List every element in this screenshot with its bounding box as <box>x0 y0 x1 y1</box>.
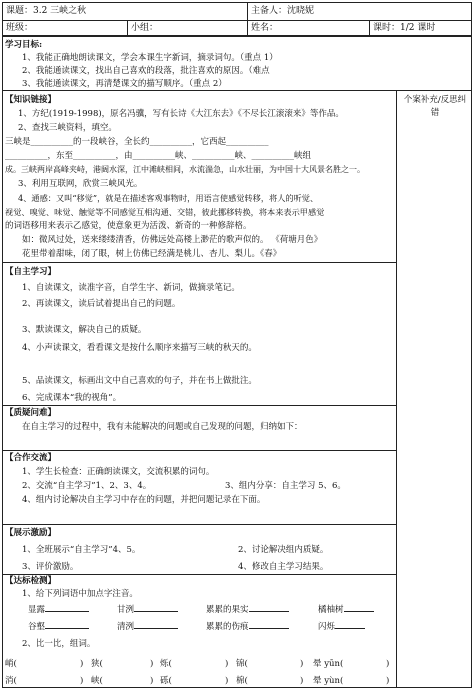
goal-item: 2、我能通读课文，找出自己喜欢的段落，批注喜欢的原因。（难点 <box>22 66 270 76</box>
compare-blank[interactable]: ) <box>150 659 154 669</box>
compare-char: 晕 yūn( <box>313 659 344 669</box>
cooperation-item: 1、学生长检查：正确朗读课文，交流积累的词句。 <box>22 467 215 477</box>
questions-text: 在自主学习的过程中，我有未能解决的问题或自己发现的问题，归纳如下： <box>22 422 303 432</box>
answer-blank[interactable] <box>344 603 374 612</box>
cooperation-item: 2、交流“自主学习”1、2、3、4。 <box>22 481 152 491</box>
vocab-word: 橘柚树 <box>318 605 344 615</box>
answer-blank[interactable] <box>134 620 178 629</box>
goal-item: 3、我能通读课文，再清楚课文的描写顺序。（重点 2） <box>22 79 227 89</box>
cooperation-item: 4、组内讨论解决自主学习中存在的问题，并把问题记录在下面。 <box>22 495 266 505</box>
self-study-item: 6、完成课本“我的视角”。 <box>22 393 122 403</box>
compare-blank[interactable]: ) <box>386 659 390 669</box>
period: 课时：1/2 课时 <box>373 23 436 33</box>
self-study-item: 5、品读课文，标画出文中自己喜欢的句子，并在书上做批注。 <box>22 376 257 386</box>
vocab-word: 闪烁 <box>318 622 336 632</box>
compare-blank[interactable]: ) <box>80 659 84 669</box>
self-study-item: 1、自读课文，读准字音，自学生字、新词，做摘录笔记。 <box>22 283 240 293</box>
group-field[interactable]: 小组： <box>131 23 159 33</box>
class-field[interactable]: 班级： <box>6 23 34 33</box>
compare-char: 消( <box>5 676 17 686</box>
questions-title: 【质疑问难】 <box>5 408 57 418</box>
showcase-item: 2、讨论解决组内质疑。 <box>238 545 329 555</box>
knowledge-line: 3、利用互联网，欣赏三峡风光。 <box>18 179 143 189</box>
cooperation-item: 3、组内分享：自主学习 5、6。 <box>225 481 346 491</box>
showcase-title: 【展示激励】 <box>5 528 57 538</box>
reflection-column <box>396 90 472 688</box>
compare-char: 棉( <box>236 676 248 686</box>
compare-blank[interactable]: ) <box>150 676 154 686</box>
vocab-word: 累累的果实 <box>206 605 249 615</box>
compare-blank[interactable]: ) <box>225 659 229 669</box>
assessment-title: 【达标检测】 <box>5 576 57 586</box>
knowledge-line: 如：微风过处，送来缕缕清香，仿佛远处高楼上渺茫的歌声似的。 《荷塘月色》 <box>22 235 323 245</box>
self-study-item: 4、小声读课文，看看课文是按什么顺序来描写三峡的秋天的。 <box>22 343 257 353</box>
preparer: 主备人：沈晓妮 <box>251 6 315 16</box>
answer-blank[interactable] <box>335 620 365 629</box>
compare-char: 砾( <box>160 676 172 686</box>
vocab-word: 甘洌 <box>117 605 135 615</box>
compare-char: 峭( <box>5 659 17 669</box>
goals-title: 学习目标: <box>5 40 43 50</box>
vocab-word: 累累的伤痕 <box>206 622 249 632</box>
answer-blank[interactable] <box>249 620 289 629</box>
assessment-intro: 1、给下列词语中加点字注音。 <box>22 589 138 599</box>
knowledge-line: 花里带着甜味，闭了眼，树上仿佛已经满是桃儿、杏儿、梨儿。《春》 <box>22 249 282 259</box>
lesson-title: 课题：3.2 三峡之秋 <box>6 6 87 16</box>
compare-blank[interactable]: ) <box>80 676 84 686</box>
knowledge-line: 1、方纪(1919-1998)，原名冯骥，写有长诗《大江东去》《不尽长江滚滚来》等作品。 <box>18 109 344 119</box>
knowledge-line: 2、查找三峡资料，填空。 <box>18 123 117 133</box>
self-study-title: 【自主学习】 <box>5 267 57 277</box>
answer-blank[interactable] <box>249 603 289 612</box>
compare-blank[interactable]: ) <box>225 676 229 686</box>
knowledge-line: 4、通感：又叫“移觉”，就是在描述客观事物时，用语言使感觉转移，将人的听觉、 <box>18 193 319 203</box>
header-table <box>2 2 472 36</box>
showcase-item: 3、评价激励。 <box>22 562 79 572</box>
showcase-item: 1、全班展示“自主学习”4、5。 <box>22 545 141 555</box>
vocab-word: 谷壑 <box>28 622 46 632</box>
knowledge-line: 成。三峡两岸高峰夹峙，港阔水深，江中滩峡相间，水流湍急，山水壮丽，为中国十大风景名胜之一。 <box>5 165 365 174</box>
self-study-item: 2、再读课文，读后试着提出自己的问题。 <box>22 299 181 309</box>
goal-item: 1、我能正确地朗读课文，学会本课生字新词，摘录词句。（重点 1） <box>22 53 278 63</box>
knowledge-line: 的词语移用来表示乙感觉，使意象更为活泼、新奇的一种修辞格。 <box>5 221 252 231</box>
compare-char: 狭( <box>91 659 103 669</box>
compare-instruction: 2、比一比，组词。 <box>22 639 96 649</box>
answer-blank[interactable] <box>45 603 89 612</box>
knowledge-line: 视觉、嗅觉、味觉、触觉等不同感觉互相沟通、交错，彼此挪移转换，将本来表示甲感觉 <box>5 207 325 217</box>
compare-blank[interactable]: ) <box>386 676 390 686</box>
knowledge-title: 【知识链接】 <box>5 95 57 105</box>
compare-char: 峡( <box>91 676 103 686</box>
compare-blank[interactable]: ) <box>300 659 304 669</box>
knowledge-line: 三峡是__________的一段峡谷，全长约__________，它西起__________ <box>5 137 269 147</box>
compare-char: 烁( <box>160 659 172 669</box>
knowledge-line: __________，东至__________，由__________峡、__________峡、__________峡组 <box>5 151 312 161</box>
vocab-word: 显露 <box>28 605 46 615</box>
answer-blank[interactable] <box>134 603 178 612</box>
reflection-label: 个案补充/反思纠错 <box>403 95 467 118</box>
compare-char: 晕 yùn( <box>313 676 344 686</box>
name-field[interactable]: 姓名： <box>251 23 279 33</box>
showcase-item: 4、修改自主学习结果。 <box>238 562 329 572</box>
compare-blank[interactable]: ) <box>300 676 304 686</box>
cooperation-title: 【合作交流】 <box>5 453 57 463</box>
self-study-item: 3、默读课文，解决自己的质疑。 <box>22 325 147 335</box>
vocab-word: 清洌 <box>117 622 135 632</box>
answer-blank[interactable] <box>45 620 89 629</box>
compare-char: 锦( <box>236 659 248 669</box>
